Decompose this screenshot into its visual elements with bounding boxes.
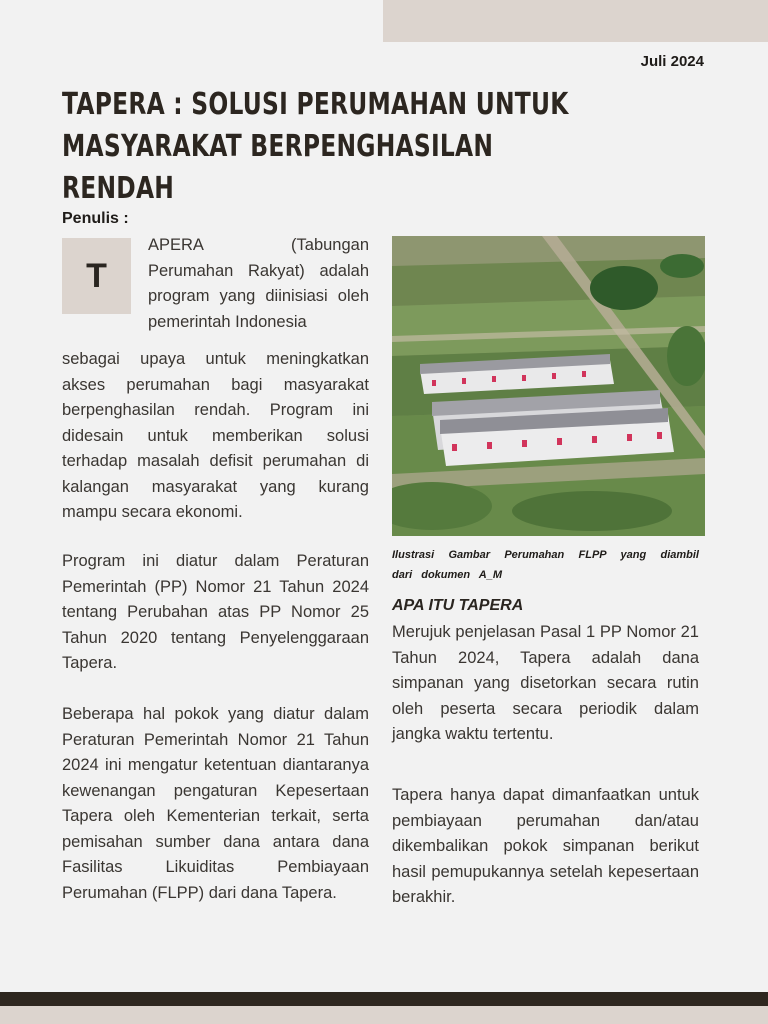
paragraph-key-points: Beberapa hal pokok yang diatur dalam Peraturan Pemerintah Nomor 21 Tahun 2024 ini mengatur ketentuan diantaranya kewenangan pengaturan Kepesertaan Tapera oleh Kementerian terkait, serta pemisahan sumber dana antara dana Fasilitas Likuiditas Pembiayaan Perumahan (FLPP) dari dana Tapera. (62, 705, 369, 902)
paragraph-usage: Tapera hanya dapat dimanfaatkan untuk pembiayaan perumahan dan/atau dikembalikan pokok simpanan berikut hasil pemupukannya setelah kepesertaan berakhir. (392, 786, 699, 906)
author-label: Penulis : (62, 210, 129, 227)
image-caption: Ilustrasi Gambar Perumahan FLPP yang diambil dari dokumen A_M (392, 549, 699, 581)
intro-paragraph-start: APERA (Tabungan Perumahan Rakyat) adalah program yang diinisiasi oleh pemerintah Indonesia (148, 236, 369, 331)
housing-aerial-photo (392, 236, 705, 536)
section-heading: APA ITU TAPERA (392, 597, 524, 614)
article-title: TAPERA : SOLUSI PERUMAHAN UNTUK MASYARAKAT BERPENGHASILAN RENDAH (62, 87, 569, 206)
footer-light-bar (0, 1006, 768, 1024)
top-accent-band (383, 0, 768, 42)
intro-paragraph-rest: sebagai upaya untuk meningkatkan akses perumahan bagi masyarakat berpenghasilan rendah. Program ini didesain untuk memberikan solusi terhadap masalah defisit perumahan di kalangan masyarakat yang kurang mampu secara ekonomi. (62, 350, 369, 521)
paragraph-regulation: Program ini diatur dalam Peraturan Pemerintah (PP) Nomor 21 Tahun 2024 tentang Perubahan atas PP Nomor 25 Tahun 2020 tentang Penyelenggaraan Tapera. (62, 552, 369, 672)
issue-date: Juli 2024 (640, 53, 704, 70)
footer-dark-bar (0, 992, 768, 1006)
drop-cap: T (62, 238, 131, 314)
paragraph-definition: Merujuk penjelasan Pasal 1 PP Nomor 21 Tahun 2024, Tapera adalah dana simpanan yang disetorkan secara rutin oleh peserta secara periodik dalam jangka waktu tertentu. (392, 623, 699, 743)
